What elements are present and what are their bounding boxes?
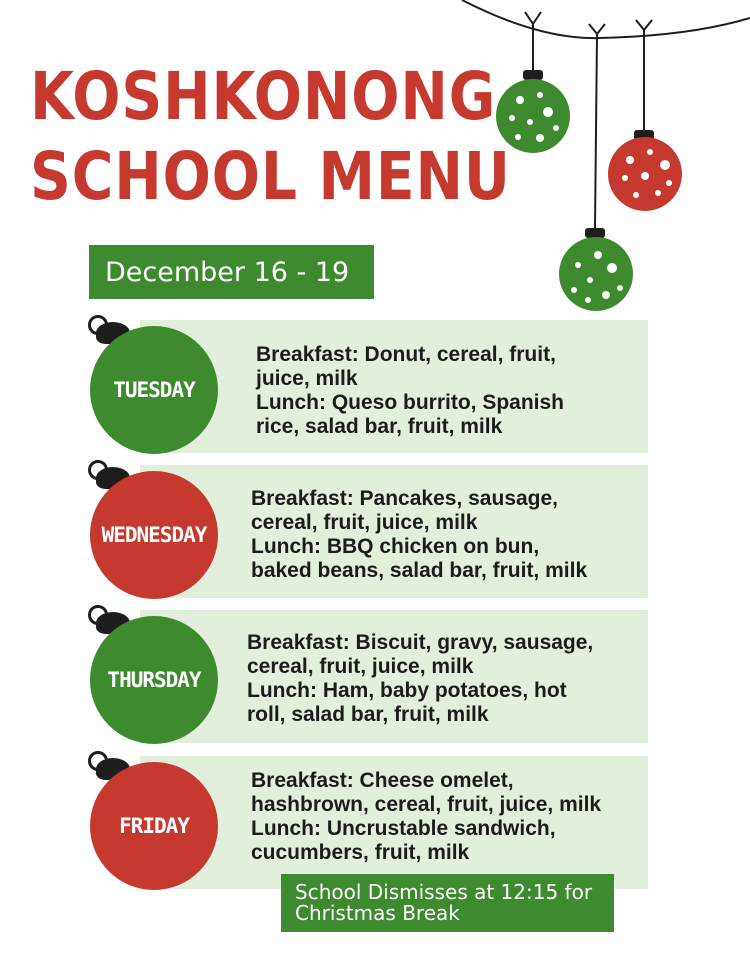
ornament-green-bottom: [559, 228, 633, 311]
menu-line: rice, salad bar, fruit, milk: [256, 415, 503, 438]
dismissal-notice: [281, 874, 614, 932]
title-line-2: SCHOOL MENU: [30, 138, 511, 215]
day-label-wednesday: WEDNESDAY: [101, 523, 207, 547]
notice-line-2: Christmas Break: [295, 901, 460, 925]
menu-line: Lunch: Queso burrito, Spanish: [256, 391, 565, 414]
menu-text-wednesday: [251, 487, 587, 583]
menu-line: Breakfast: Biscuit, gravy, sausage,: [247, 631, 594, 654]
day-ornament-friday: [90, 762, 218, 890]
date-range-banner: [89, 245, 374, 299]
title-line-1: KOSHKONONG: [30, 58, 497, 135]
menu-line: juice, milk: [256, 367, 358, 390]
menu-line: Lunch: Uncrustable sandwich,: [251, 817, 556, 840]
menu-line: Breakfast: Pancakes, sausage,: [251, 487, 559, 510]
date-range-label: December 16 - 19: [105, 256, 350, 288]
day-label-thursday: THURSDAY: [107, 668, 201, 692]
menu-text-friday: [251, 769, 601, 865]
day-ornament-wednesday: [90, 471, 218, 599]
menu-text-tuesday: [256, 343, 564, 439]
menu-line: Breakfast: Cheese omelet,: [251, 769, 514, 792]
day-label-friday: FRIDAY: [119, 814, 189, 838]
menu-line: cucumbers, fruit, milk: [251, 841, 470, 864]
menu-line: Breakfast: Donut, cereal, fruit,: [256, 343, 556, 366]
menu-line: Lunch: BBQ chicken on bun,: [251, 535, 540, 558]
day-label-tuesday: TUESDAY: [113, 378, 195, 402]
menu-line: hashbrown, cereal, fruit, juice, milk: [251, 793, 602, 816]
ornament-red-right: [608, 130, 682, 211]
menu-text-thursday: [247, 631, 593, 727]
day-ornament-thursday: [90, 616, 218, 744]
menu-line: cereal, fruit, juice, milk: [247, 655, 474, 678]
menu-line: Lunch: Ham, baby potatoes, hot: [247, 679, 567, 702]
notice-line-1: School Dismisses at 12:15 for: [295, 880, 593, 904]
menu-line: roll, salad bar, fruit, milk: [247, 703, 489, 726]
menu-line: baked beans, salad bar, fruit, milk: [251, 559, 588, 582]
day-ornament-tuesday: [90, 326, 218, 454]
menu-line: cereal, fruit, juice, milk: [251, 511, 478, 534]
